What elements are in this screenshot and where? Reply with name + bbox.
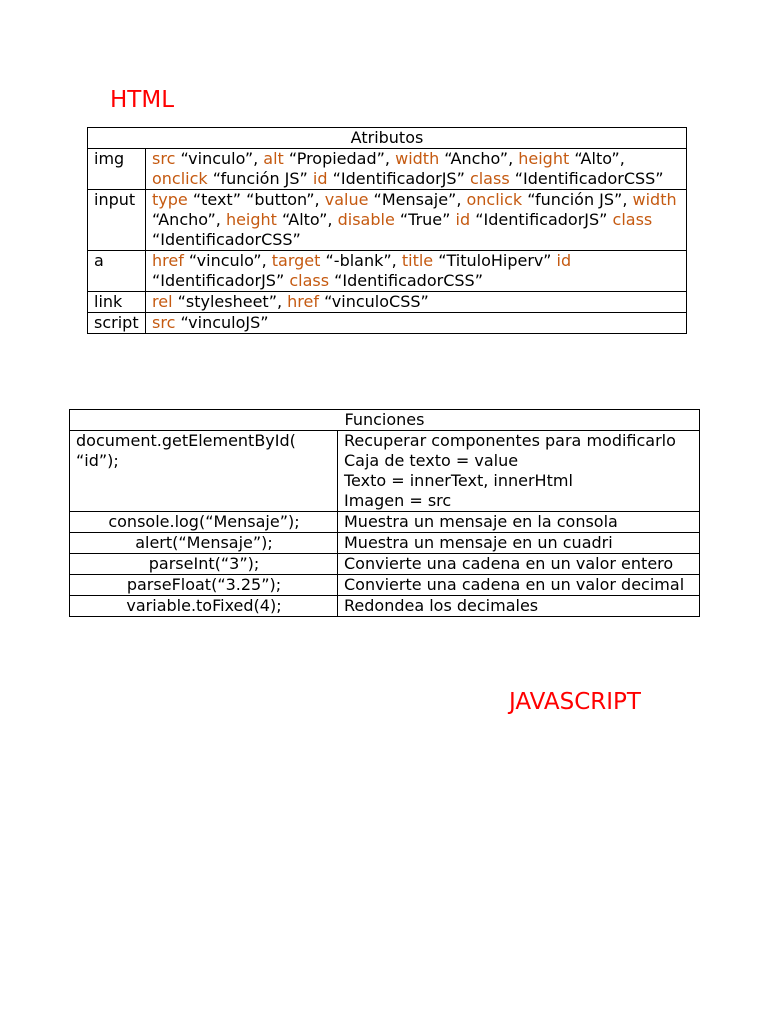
description-line: Imagen = src — [344, 491, 452, 510]
description-line: Texto = innerText, innerHtml — [344, 471, 573, 490]
tag-name-cell: img — [88, 149, 146, 190]
attribute-value: “stylesheet”, — [172, 292, 288, 311]
attribute-value: “text” “button”, — [187, 190, 325, 209]
attribute-value: “Mensaje”, — [368, 190, 467, 209]
function-cell: parseInt(“3”); — [70, 554, 338, 575]
attribute-keyword: id — [312, 169, 328, 188]
attribute-value: “función JS” — [207, 169, 313, 188]
html-heading: HTML — [110, 87, 175, 113]
tag-name-cell: input — [88, 190, 146, 251]
description-line: Redondea los decimales — [344, 596, 539, 615]
description-cell — [338, 512, 700, 533]
tag-name-cell: link — [88, 292, 146, 313]
description-line: Muestra un mensaje en un cuadri — [344, 533, 613, 552]
description-line: Convierte una cadena en un valor decimal — [344, 575, 685, 594]
javascript-heading: JAVASCRIPT — [509, 689, 641, 715]
table-row — [88, 190, 687, 251]
description-line: Convierte una cadena en un valor entero — [344, 554, 674, 573]
attribute-value: “Ancho”, — [152, 210, 226, 229]
attribute-value: “vinculoCSS” — [319, 292, 429, 311]
attributes-cell — [146, 292, 687, 313]
attribute-keyword: src — [152, 149, 176, 168]
function-cell: document.getElementById( “id”); — [70, 431, 338, 512]
description-cell — [338, 575, 700, 596]
attribute-keyword: height — [225, 210, 277, 229]
attribute-value: “vinculo”, — [175, 149, 264, 168]
attribute-keyword: height — [518, 149, 570, 168]
attributes-cell — [146, 251, 687, 292]
attribute-value: “Ancho”, — [439, 149, 519, 168]
attribute-value: “IdentificadorJS” — [470, 210, 613, 229]
attribute-value: “IdentificadorCSS” — [329, 271, 483, 290]
attribute-value: “-blank”, — [320, 251, 402, 270]
attribute-keyword: target — [271, 251, 321, 270]
attribute-keyword: value — [324, 190, 369, 209]
attribute-keyword: type — [152, 190, 188, 209]
table-row — [70, 575, 700, 596]
attribute-keyword: id — [556, 251, 572, 270]
attribute-value: “vinculo”, — [183, 251, 272, 270]
attribute-value: “IdentificadorCSS” — [152, 230, 301, 249]
table-row — [70, 533, 700, 554]
table-row — [70, 554, 700, 575]
table-row — [70, 431, 700, 512]
table-row — [88, 149, 687, 190]
functions-caption: Funciones — [70, 410, 700, 431]
attribute-value: “Alto”, — [569, 149, 625, 168]
table-row — [88, 313, 687, 334]
description-cell — [338, 533, 700, 554]
attribute-value: “TituloHiperv” — [433, 251, 557, 270]
description-line: Recuperar componentes para modificarlo — [344, 431, 676, 450]
attribute-keyword: width — [395, 149, 440, 168]
function-cell: console.log(“Mensaje”); — [70, 512, 338, 533]
attributes-cell — [146, 149, 687, 190]
attribute-keyword: class — [469, 169, 510, 188]
attributes-caption: Atributos — [88, 128, 687, 149]
description-cell — [338, 596, 700, 617]
attribute-value: “función JS”, — [522, 190, 633, 209]
attribute-value: “True” — [394, 210, 456, 229]
attribute-value: “Alto”, — [276, 210, 338, 229]
function-cell: variable.toFixed(4); — [70, 596, 338, 617]
attribute-keyword: onclick — [466, 190, 523, 209]
attribute-keyword: src — [152, 313, 176, 332]
attributes-cell — [146, 190, 687, 251]
function-cell: parseFloat(“3.25”); — [70, 575, 338, 596]
attribute-value: “Propiedad”, — [283, 149, 396, 168]
attribute-keyword: href — [152, 251, 184, 270]
attribute-value: “IdentificadorCSS” — [509, 169, 664, 188]
attribute-keyword: href — [287, 292, 319, 311]
table-row — [88, 292, 687, 313]
table-row — [70, 512, 700, 533]
attributes-caption-row — [88, 128, 687, 149]
attribute-value: “IdentificadorJS” — [152, 271, 290, 290]
attribute-value: “IdentificadorJS” — [327, 169, 470, 188]
functions-table — [69, 409, 700, 617]
attribute-keyword: rel — [152, 292, 173, 311]
attribute-value: “vinculoJS” — [175, 313, 269, 332]
attribute-keyword: alt — [263, 149, 284, 168]
attribute-keyword: onclick — [152, 169, 208, 188]
description-line: Muestra un mensaje en la consola — [344, 512, 618, 531]
functions-caption-row — [70, 410, 700, 431]
description-line: Caja de texto = value — [344, 451, 519, 470]
attribute-keyword: disable — [337, 210, 395, 229]
attribute-keyword: class — [612, 210, 653, 229]
description-cell — [338, 554, 700, 575]
attributes-cell — [146, 313, 687, 334]
attributes-table — [87, 127, 687, 334]
description-cell — [338, 431, 700, 512]
tag-name-cell: script — [88, 313, 146, 334]
tag-name-cell: a — [88, 251, 146, 292]
function-cell: alert(“Mensaje”); — [70, 533, 338, 554]
table-row — [88, 251, 687, 292]
table-row — [70, 596, 700, 617]
attribute-keyword: id — [455, 210, 471, 229]
attribute-keyword: title — [401, 251, 434, 270]
attribute-keyword: width — [632, 190, 677, 209]
attribute-keyword: class — [289, 271, 330, 290]
